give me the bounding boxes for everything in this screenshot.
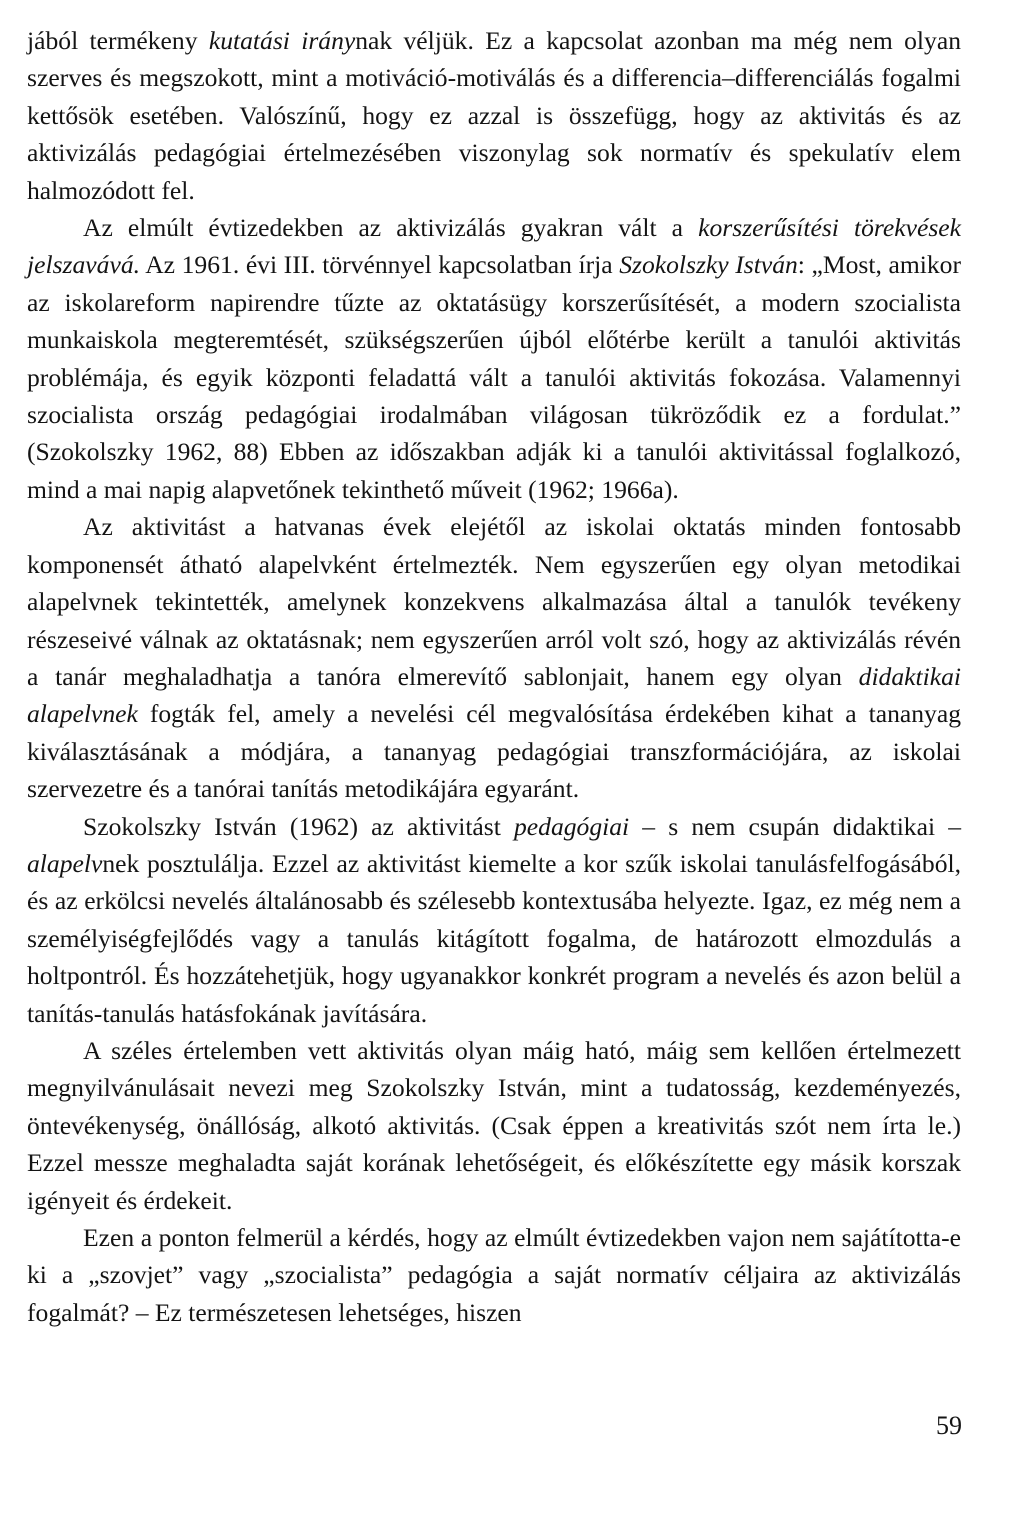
italic-text-run: kutatási irány bbox=[208, 26, 356, 55]
body-text bbox=[27, 22, 961, 1331]
italic-text-run: pedagógiai bbox=[514, 811, 630, 841]
text-run: Ezen a ponton felmerül a kérdés, hogy az elmúlt évtizedekben vajon nem sajátította-e ki a „szovjet” vagy „szocialista” pedagógia a saját normatív céljaira az aktivizálás fogalmát? – Ez természetesen lehetséges, hiszen bbox=[27, 1223, 961, 1327]
page-number: 59 bbox=[936, 1411, 962, 1440]
paragraph-4 bbox=[27, 808, 961, 1032]
text-run: nek posztulálja. Ezzel az aktivitást kiemelte a kor szűk iskolai tanulásfelfogásából, és az erkölcsi nevelés általánosabb és szélesebb kontextusába helyezte. Igaz, ez még nem a személyiségfejlődés vagy a tanulás kitágított fogalma, de határozott elmozdulás a holtpontról. És hozzátehetjük, hogy ugyanakkor konkrét program a nevelés és azon belül a tanítás-tanulás hatásfokának javítására. bbox=[27, 848, 961, 1028]
italic-text-run: alapelv bbox=[27, 848, 103, 878]
text-run: : „Most, amikor az iskolareform napirendre tűzte az oktatásügy korszerűsítését, a modern szocialista munkaiskola megteremtését, szükségszerűen újból előtérbe került a tanulói aktivitás problémája, és egyik központi feladattá vált a tanulói aktivitás fokozása. Valamennyi szocialista ország pedagógiai irodalmában világosan tükröződik ez a fordulat.” (Szokolszky 1962, 88) Ebben az időszakban adják ki a tanulói aktivitással foglalkozó, mind a mai napig alapvetőnek tekinthető műveit (1962; 1966a). bbox=[27, 250, 961, 504]
text-run: Az elmúlt évtizedekben az aktivizálás gyakran vált a bbox=[83, 213, 699, 243]
text-run: jából termékeny bbox=[27, 26, 209, 55]
paragraph-3 bbox=[27, 508, 961, 807]
text-run: A széles értelemben vett aktivitás olyan máig ható, máig sem kellően értelmezett megnyilvánulásait nevezi meg Szokolszky István, mint a tudatosság, kezdeményezés, öntevékenység, önállóság, alkotó aktivitás. (Csak éppen a kreativitás szót nem írta le.) Ezzel messze meghaladta saját korának lehetőségeit, és előkészítette egy másik korszak igényeit és érdekeit. bbox=[27, 1035, 961, 1215]
text-run: nak véljük. Ez a kapcsolat azonban ma még nem olyan szerves és megszokott, mint a motiváció-motiválás és a differencia–differenciálás fogalmi kettősök esetében. Valószínű, hogy ez azzal is összefügg, hogy az aktivitás és az aktivizálás pedagógiai értelmezésében viszonylag sok normatív és spekulatív elem halmozódott fel. bbox=[27, 26, 961, 205]
italic-text-run: Szokolszky István bbox=[619, 250, 798, 280]
paragraph-1 bbox=[27, 22, 961, 209]
text-run: fogták fel, amely a nevelési cél megvalósítása érdekében kihat a tananyag kiválasztásának a módjára, a tananyag pedagógiai transzformációjára, az iskolai szervezetre és a tanórai tanítás metodikájára egyaránt. bbox=[27, 699, 961, 804]
text-run: Az 1961. évi III. törvénnyel kapcsolatban írja bbox=[140, 250, 620, 280]
paragraph-5 bbox=[27, 1032, 961, 1219]
text-run: Az aktivitást a hatvanas évek elejétől az iskolai oktatás minden fontosabb komponensét átható alapelvként értelmezték. Nem egyszerűen egy olyan metodikai alapelvnek tekintették, amelynek konzekvens alkalmazása által a tanulók tevékeny részeseivé válnak az oktatásnak; nem egyszerűen arról volt szó, hogy az aktivizálás révén a tanár meghaladhatja a tanóra elmerevítő sablonjait, hanem egy olyan bbox=[27, 512, 961, 691]
paragraph-6 bbox=[27, 1219, 961, 1331]
paragraph-2 bbox=[27, 209, 961, 508]
italic-text-run: korszerűsítési törekvések jelszavává. bbox=[27, 213, 961, 280]
italic-text-run: didaktikai alapelvnek bbox=[27, 661, 961, 729]
text-run: Szokolszky István (1962) az aktivitást bbox=[83, 811, 514, 841]
text-run: – s nem csupán didaktikai – bbox=[629, 811, 961, 841]
